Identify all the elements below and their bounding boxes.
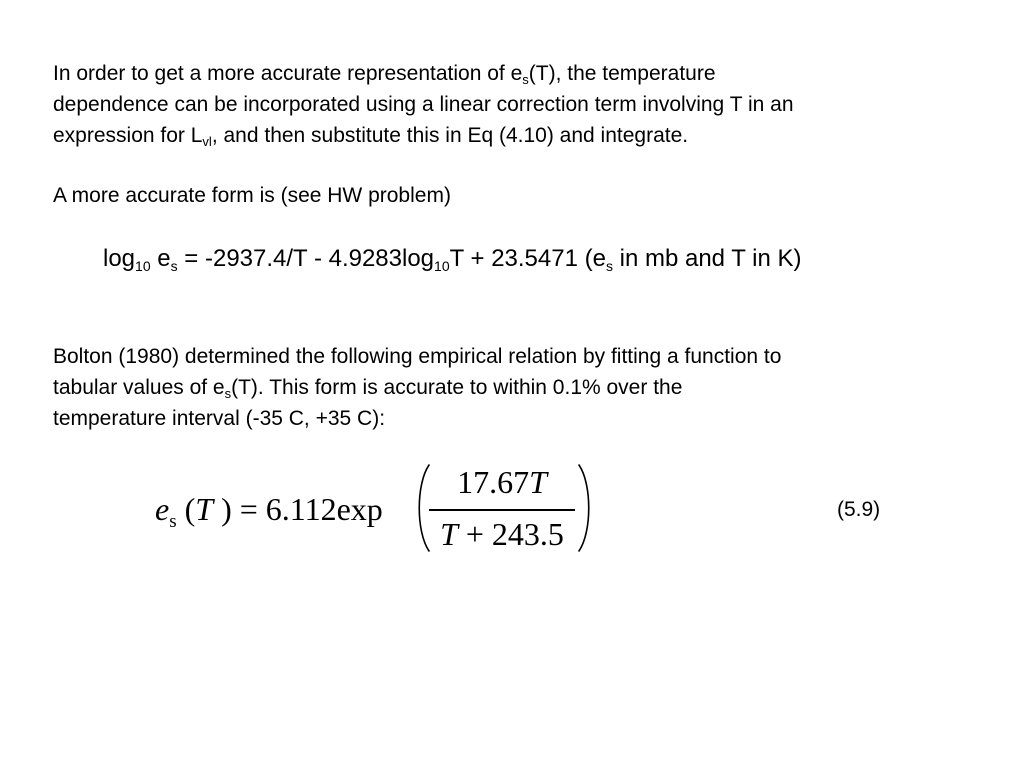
- bolton-line-3: temperature interval (-35 C, +35 C):: [53, 407, 386, 430]
- exponent-fraction: [429, 462, 575, 554]
- fraction-denominator: T + 243.5: [440, 516, 564, 552]
- intro-line-2: dependence can be incorporated using a linear correction term involving T in an: [53, 93, 794, 116]
- intro-line-1: In order to get a more accurate representation of $e_s(T)$, the temperature: [53, 62, 716, 87]
- fraction-bar: [429, 509, 575, 511]
- fraction-numerator: 17.67T: [457, 464, 547, 500]
- bolton-paragraph: [53, 341, 781, 434]
- accurate-form-text: A more accurate form is (see HW problem): [53, 184, 451, 207]
- bolton-line-2: tabular values of $e_s(T)$. This form is accurate to within 0.1% over the: [53, 376, 683, 401]
- right-parenthesis: [575, 462, 595, 554]
- intro-line-3: expression for $L_{vl}$, and then substitute this in Eq (4.10) and integrate.: [53, 124, 689, 149]
- bolton-equation: [155, 462, 605, 554]
- equation-number: (5.9): [837, 498, 881, 521]
- bolton-equation-lhs: $e_s$ (T ) = 6.112exp: [155, 491, 383, 532]
- bolton-line-1: Bolton (1980) determined the following empirical relation by fitting a function to: [53, 345, 782, 368]
- log-equation: $\log_{10} e_s = -2937.4/T - 4.9283\log_{10}T + 23.5471$ ($e_s$ in mb and T in K): [103, 245, 802, 274]
- intro-paragraph: [53, 58, 794, 151]
